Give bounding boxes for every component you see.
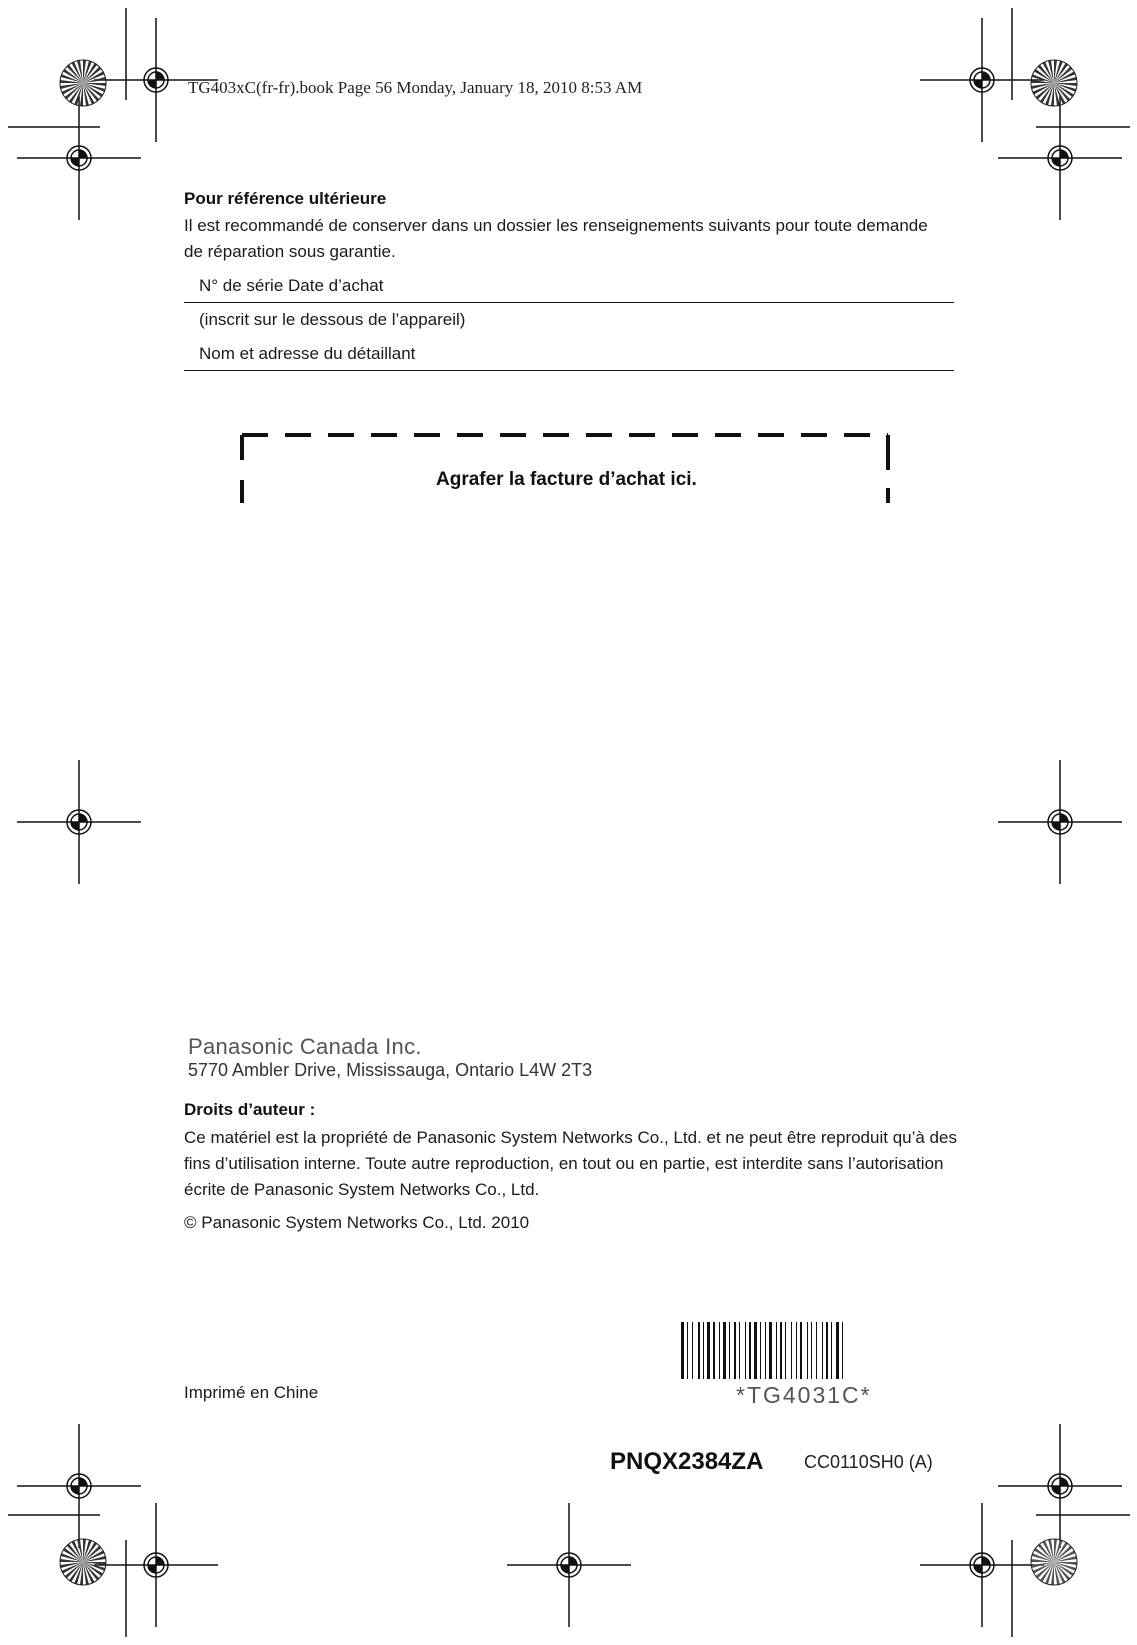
barcode-bar bbox=[729, 1322, 730, 1379]
lot-code: CC0110SH0 (A) bbox=[804, 1452, 933, 1472]
barcode-bar bbox=[776, 1322, 777, 1379]
barcode-bar bbox=[765, 1322, 766, 1379]
barcode-bar bbox=[707, 1322, 710, 1379]
barcode-bar bbox=[698, 1322, 700, 1379]
barcode-bar bbox=[842, 1322, 843, 1379]
barcode-bar bbox=[723, 1322, 726, 1379]
barcode-bar bbox=[791, 1322, 792, 1379]
barcode-bar bbox=[785, 1322, 786, 1379]
barcode-bar bbox=[800, 1322, 802, 1379]
barcode-bar bbox=[769, 1322, 772, 1379]
staple-label: Agrafer la facture d’achat ici. bbox=[436, 469, 697, 490]
barcode-bar bbox=[780, 1322, 782, 1379]
copyright-notice: © Panasonic System Networks Co., Ltd. 2010 bbox=[184, 1213, 530, 1232]
copyright-title: Droits d’auteur : bbox=[184, 1100, 316, 1119]
barcode-bar bbox=[836, 1322, 839, 1379]
barcode-bar bbox=[811, 1322, 812, 1379]
barcode-bar bbox=[703, 1322, 704, 1379]
barcode-bar bbox=[760, 1322, 761, 1379]
reference-title: Pour référence ultérieure bbox=[184, 189, 387, 208]
barcode-bar bbox=[822, 1322, 823, 1379]
barcode-bar bbox=[687, 1322, 688, 1379]
barcode-bar bbox=[826, 1322, 828, 1379]
dealer-label: Nom et adresse du détaillant bbox=[199, 344, 416, 363]
barcode-bar bbox=[681, 1322, 684, 1379]
company-name: Panasonic Canada Inc. bbox=[188, 1034, 422, 1059]
barcode-bar bbox=[796, 1322, 797, 1379]
barcode-bar bbox=[831, 1322, 832, 1379]
barcode-bar bbox=[713, 1322, 715, 1379]
reference-intro: Il est recommandé de conserver dans un dossier les renseignements suivants pour toute demande de réparation sous garantie. bbox=[184, 216, 928, 261]
part-number: PNQX2384ZA bbox=[610, 1448, 764, 1475]
barcode-bar bbox=[734, 1322, 736, 1379]
copyright-body: Ce matériel est la propriété de Panasonic System Networks Co., Ltd. et ne peut être reproduit qu’à des fins d’utilisation interne. Toute autre reproduction, en tout ou en partie, est interdite sans l’autorisation écrite de Panasonic System Networks Co., Ltd. bbox=[184, 1128, 957, 1199]
barcode-bar bbox=[745, 1322, 746, 1379]
barcode-bar bbox=[692, 1322, 693, 1379]
barcode-bar bbox=[754, 1322, 757, 1379]
barcode-bar bbox=[739, 1322, 740, 1379]
serial-date-label: N° de série Date d’achat bbox=[199, 276, 384, 295]
barcode-bar bbox=[749, 1322, 751, 1379]
barcode-text: *TG4031C* bbox=[736, 1382, 872, 1408]
serial-location-note: (inscrit sur le dessous de l’appareil) bbox=[199, 310, 466, 329]
book-header: TG403xC(fr-fr).book Page 56 Monday, January 18, 2010 8:53 AM bbox=[188, 78, 643, 97]
barcode-bar bbox=[816, 1322, 817, 1379]
barcode-bar bbox=[719, 1322, 720, 1379]
barcode-bar bbox=[807, 1322, 808, 1379]
company-address: 5770 Ambler Drive, Mississauga, Ontario L4W 2T3 bbox=[188, 1060, 593, 1080]
printed-in: Imprimé en Chine bbox=[184, 1383, 319, 1402]
